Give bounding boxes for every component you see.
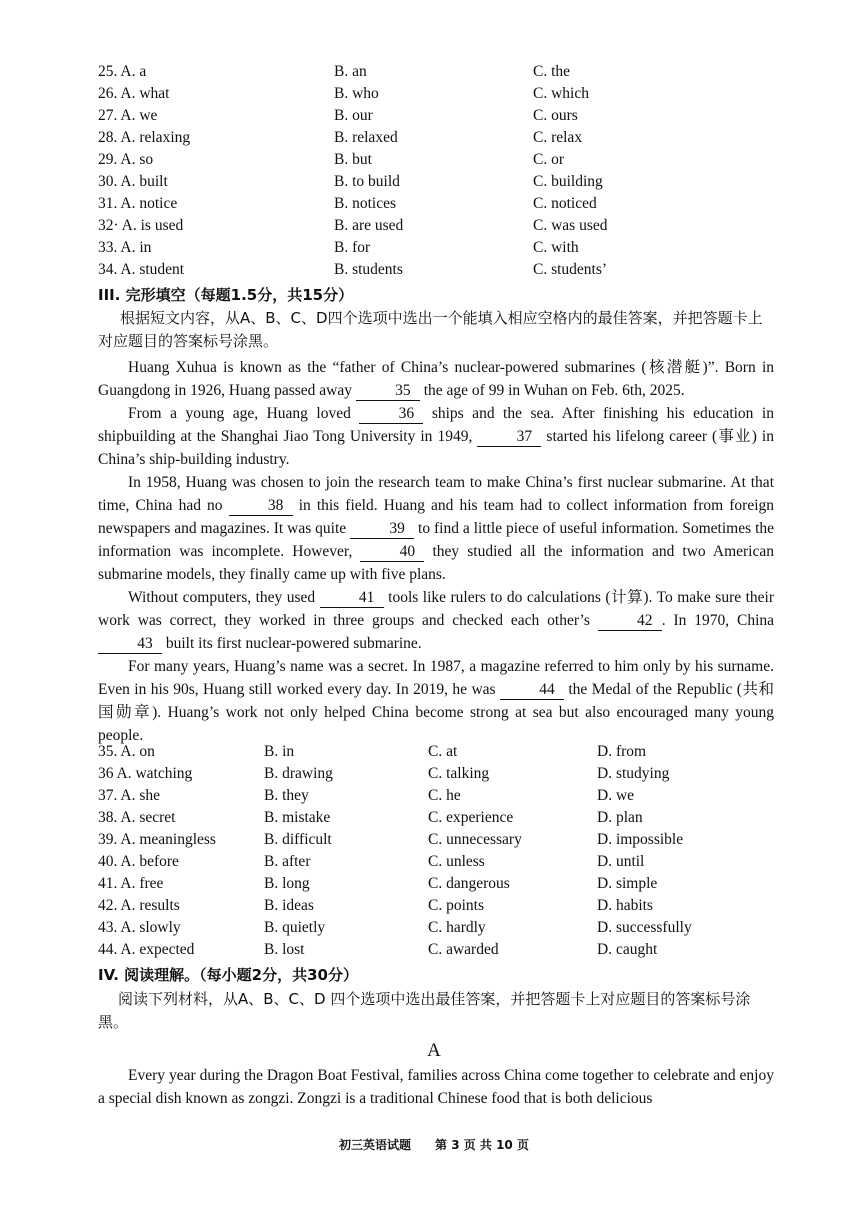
passage-paragraph: Every year during the Dragon Boat Festival, families across China come together to celebrate and enjoy a special dish known as zongzi. Zongzi is a traditional Chinese food that is both delicious bbox=[98, 1067, 774, 1107]
option-b: B. students bbox=[334, 261, 403, 278]
option-num: 42. A. results bbox=[98, 897, 180, 914]
option-b: B. ideas bbox=[264, 897, 314, 914]
option-c: C. building bbox=[533, 173, 603, 190]
option-c: C. dangerous bbox=[428, 875, 510, 892]
option-num: 34. A. student bbox=[98, 261, 185, 278]
option-num: 32· A. is used bbox=[98, 217, 184, 234]
option-d: D. simple bbox=[597, 875, 658, 892]
option-b: B. long bbox=[264, 875, 310, 892]
option-c: C. hardly bbox=[428, 919, 486, 936]
option-d: D. habits bbox=[597, 897, 653, 914]
option-c: C. the bbox=[533, 63, 571, 80]
page-footer: 初三英语试题 第 3 页 共 10 页 bbox=[339, 1138, 529, 1152]
passage-paragraph: From a young age, Huang loved 36 ships and the sea. After finishing his education in shipbuilding at the Shanghai Jiao Tong University in 1949, 37 started his lifelong career (事业) in China’s ship-building industry. bbox=[98, 405, 774, 468]
option-b: B. in bbox=[264, 743, 295, 760]
option-num: 33. A. in bbox=[98, 239, 152, 256]
option-d: D. successfully bbox=[597, 919, 692, 936]
passage-paragraph: For many years, Huang’s name was a secret. In 1987, a magazine referred to him only by his surname. Even in his 90s, Huang still worked every day. In 2019, he was 44 the Medal of the Republic (共和国勋章). Huang’s work not only helped China become strong at sea but also encouraged many young people. bbox=[98, 658, 774, 744]
passage-paragraph: Huang Xuhua is known as the “father of China’s nuclear-powered submarines (核潜艇)”. Born in Guangdong in 1926, Huang passed away 35 the age of 99 in Wuhan on Feb. 6th, 2025. bbox=[98, 359, 774, 399]
option-d: D. studying bbox=[597, 765, 670, 782]
option-row bbox=[0, 149, 868, 171]
option-row bbox=[0, 105, 868, 127]
section-instruction-cloze: 根据短文内容，从A、B、C、D四个选项中选出一个能填入相应空格内的最佳答案，并把答题卡上对应题目的答案标号涂黑。 bbox=[98, 309, 763, 350]
option-num: 27. A. we bbox=[98, 107, 158, 124]
blank-43: 43 bbox=[98, 635, 162, 654]
option-c: C. experience bbox=[428, 809, 514, 826]
option-c: C. points bbox=[428, 897, 484, 914]
option-c: C. relax bbox=[533, 129, 583, 146]
option-b: B. who bbox=[334, 85, 379, 102]
option-c: C. which bbox=[533, 85, 589, 102]
option-b: B. but bbox=[334, 151, 372, 168]
option-num: 25. A. a bbox=[98, 63, 147, 80]
blank-38: 38 bbox=[229, 497, 293, 516]
option-b: B. lost bbox=[264, 941, 305, 958]
option-num: 41. A. free bbox=[98, 875, 164, 892]
option-row bbox=[0, 83, 868, 105]
blank-41: 41 bbox=[320, 589, 384, 608]
option-c: C. ours bbox=[533, 107, 578, 124]
option-b: B. drawing bbox=[264, 765, 333, 782]
option-row bbox=[0, 741, 868, 763]
option-c: C. awarded bbox=[428, 941, 499, 958]
blank-36: 36 bbox=[359, 405, 423, 424]
option-b: B. difficult bbox=[264, 831, 332, 848]
option-row bbox=[0, 895, 868, 917]
option-num: 28. A. relaxing bbox=[98, 129, 191, 146]
option-b: B. mistake bbox=[264, 809, 331, 826]
passage-paragraph: In 1958, Huang was chosen to join the research team to make China’s first nuclear submarine. At that time, China had no 38 in this field. Huang and his team had to collect information from foreign newspapers and magazines. It was quite 39 to find a little piece of useful information. Sometimes the information was incomplete. However, 40 they studied all the information and two American submarine models, they finally came up with five plans. bbox=[98, 474, 775, 583]
option-row bbox=[0, 259, 868, 281]
option-num: 31. A. notice bbox=[98, 195, 178, 212]
option-c: C. was used bbox=[533, 217, 608, 234]
option-c: C. or bbox=[533, 151, 564, 168]
blank-42: 42 bbox=[598, 612, 662, 631]
option-num: 40. A. before bbox=[98, 853, 179, 870]
option-row bbox=[0, 807, 868, 829]
option-b: B. are used bbox=[334, 217, 404, 234]
option-c: C. students’ bbox=[533, 261, 608, 278]
option-row bbox=[0, 873, 868, 895]
blank-35: 35 bbox=[356, 382, 420, 401]
option-num: 43. A. slowly bbox=[98, 919, 181, 936]
option-row bbox=[0, 785, 868, 807]
section-instruction-reading: 阅读下列材料，从A、B、C、D 四个选项中选出最佳答案，并把答题卡上对应题目的答案标号涂黑。 bbox=[98, 990, 751, 1031]
option-c: C. he bbox=[428, 787, 461, 804]
option-num: 30. A. built bbox=[98, 173, 168, 190]
option-num: 37. A. she bbox=[98, 787, 160, 804]
reading-passage bbox=[98, 1064, 774, 1110]
option-num: 44. A. expected bbox=[98, 941, 195, 958]
passage-title: A bbox=[427, 1040, 441, 1061]
option-num: 38. A. secret bbox=[98, 809, 176, 826]
blank-37: 37 bbox=[477, 428, 541, 447]
option-c: C. unnecessary bbox=[428, 831, 522, 848]
option-row bbox=[0, 851, 868, 873]
option-row bbox=[0, 127, 868, 149]
option-b: B. for bbox=[334, 239, 371, 256]
blank-44: 44 bbox=[500, 681, 564, 700]
option-b: B. they bbox=[264, 787, 309, 804]
cloze-passage bbox=[98, 356, 774, 747]
option-row bbox=[0, 237, 868, 259]
option-row bbox=[0, 193, 868, 215]
blank-39: 39 bbox=[350, 520, 414, 539]
option-d: D. we bbox=[597, 787, 635, 804]
option-row bbox=[0, 61, 868, 83]
option-row bbox=[0, 939, 868, 961]
option-d: D. plan bbox=[597, 809, 643, 826]
option-num: 35. A. on bbox=[98, 743, 155, 760]
option-b: B. after bbox=[264, 853, 311, 870]
option-c: C. with bbox=[533, 239, 579, 256]
option-d: D. from bbox=[597, 743, 647, 760]
option-b: B. our bbox=[334, 107, 373, 124]
option-num: 26. A. what bbox=[98, 85, 170, 102]
option-b: B. to build bbox=[334, 173, 400, 190]
option-num: 39. A. meaningless bbox=[98, 831, 216, 848]
option-c: C. at bbox=[428, 743, 458, 760]
option-row bbox=[0, 215, 868, 237]
option-row bbox=[0, 171, 868, 193]
blank-40: 40 bbox=[360, 543, 424, 562]
option-row bbox=[0, 763, 868, 785]
option-b: B. quietly bbox=[264, 919, 326, 936]
option-num: 29. A. so bbox=[98, 151, 154, 168]
option-row bbox=[0, 917, 868, 939]
option-b: B. an bbox=[334, 63, 367, 80]
option-d: D. caught bbox=[597, 941, 658, 958]
option-c: C. talking bbox=[428, 765, 490, 782]
option-d: D. until bbox=[597, 853, 645, 870]
option-num: 36 A. watching bbox=[98, 765, 193, 782]
option-b: B. relaxed bbox=[334, 129, 398, 146]
option-c: C. noticed bbox=[533, 195, 597, 212]
option-d: D. impossible bbox=[597, 831, 684, 848]
section-heading-cloze: III. 完形填空（每题1.5分，共15分） bbox=[98, 286, 354, 304]
passage-paragraph: Without computers, they used 41 tools like rulers to do calculations (计算). To make sure their work was correct, they worked in three groups and checked each other’s 42 . In 1970, China 43 built its first nuclear-powered submarine. bbox=[98, 589, 775, 652]
section-heading-reading: IV. 阅读理解。（每小题2分，共30分） bbox=[98, 966, 358, 984]
option-b: B. notices bbox=[334, 195, 396, 212]
option-c: C. unless bbox=[428, 853, 485, 870]
option-row bbox=[0, 829, 868, 851]
